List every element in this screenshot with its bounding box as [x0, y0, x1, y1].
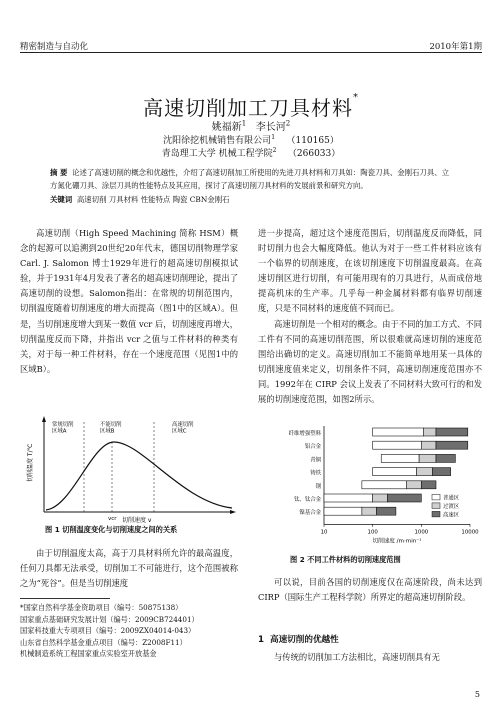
fig2-x-tick-label: 1000 [414, 529, 429, 536]
right-col-paragraph-3 [258, 575, 482, 605]
fig2-legend-label: 普通区 [443, 495, 460, 502]
fig2-x-tick-label: 10000 [461, 529, 479, 536]
fig1-region-c-label [172, 420, 195, 435]
fig2-legend-swatch [432, 503, 440, 509]
fig2-x-tick-label: 10 [320, 529, 328, 536]
author-1: 姚福新 [211, 122, 242, 133]
fig2-category-label: 钛、钛合金 [294, 497, 321, 503]
fig2-category-label: 钢 [315, 483, 321, 490]
section-1-title: 高速切削的优越性 [269, 635, 339, 645]
fig1-ylabel: 切削温度 T/℃ [27, 443, 34, 482]
fig2-category-label: 镍基合金 [299, 510, 321, 517]
fig2-bar-high [436, 454, 455, 462]
fig2-legend-swatch [432, 494, 440, 500]
abstract-label: 摘 要 [50, 168, 68, 177]
fig2-bar-high [377, 507, 396, 515]
footnote-4: 山东省自然科学基金重点项目（编号：Z2008F11） [20, 637, 187, 647]
left-col-p1-text: 高速切削（High Speed Machining 简称 HSM）概念的起源可以追溯到20世纪20年代末，德国切削物理学家 Carl. J. Salomon 博士1929年进行的超高速切削模拟试验，并于1931年4月发表了著名的超高速切削理论，提出了高速切削的设想。Salomon指出：在常规的切削范围内，切削温度随着切削速度的增大而提高（图1中的区域A）。但是，当切削速度增大到某一数值 vcr 后，切削速度再增大，切削温度反而下降，并指出 vcr 之值与工件材料的种类有关，对于每一种工件材料，存在一个速度范围（见图1中的区域B）。 [20, 228, 238, 374]
footnote-2: 国家重点基础研究发展计划（编号：2009CB724401） [20, 614, 199, 624]
fig1-region-a-l1: 常规切削 [52, 422, 74, 428]
fig2-bar-transition [362, 507, 377, 515]
section-1-number: 1 [258, 635, 264, 645]
fig2-bar-high [436, 441, 468, 449]
fig1-y-arrow [42, 416, 46, 422]
fig1-temperature-curve [46, 442, 232, 510]
figure-1-caption: 图 1 切削温度变化与切削速度之间的关系 [45, 525, 178, 534]
fig2-bar-high [387, 494, 421, 502]
keywords-label: 关键词 [50, 195, 73, 204]
fig2-bar-normal [324, 507, 362, 515]
fig2-category-label: 铸铁 [310, 470, 321, 477]
right-col-p3-text: 可以说，目前各国的切削速度仅在高速阶段，尚未达到 CIRP（国际生产工程科学院）所界定的超高速切削阶段。 [258, 577, 482, 603]
header-rule [20, 52, 482, 53]
fig2-bar-high [433, 468, 451, 476]
fig2-bar-transition [407, 481, 422, 489]
fig1-region-a-l2: 区域A [52, 428, 67, 435]
figure-1 [22, 412, 238, 524]
left-col-paragraph-2 [20, 546, 238, 591]
abstract [50, 166, 452, 206]
fig2-xlabel: 切削速度 /m·min⁻¹ [372, 538, 422, 545]
fig2-category-label: 青铜 [310, 457, 321, 464]
fig2-bar-transition [421, 441, 436, 449]
fig2-bar-normal [373, 441, 422, 449]
affiliation-1-code: （110165） [286, 136, 339, 146]
running-header-right: 2010年第1期 [429, 42, 482, 52]
fig2-category-label: 铝合金 [304, 444, 321, 451]
affiliation-1-name: 沈阳徐挖机械销售有限公司 [163, 136, 272, 146]
footnote-5: 机械制造系统工程国家重点实验室开放基金 [20, 649, 157, 659]
fig1-region-c-l1: 高速切削 [172, 422, 194, 428]
footnote-1: *国家自然科学基金资助项目（编号：50875138） [20, 603, 183, 612]
fig2-bar-high [436, 428, 468, 436]
left-col-paragraph-1 [20, 226, 238, 377]
page-number: 5 [474, 690, 480, 699]
author-line [0, 118, 502, 133]
paper-title-text: 高速切削加工刀具材料 [143, 96, 353, 120]
right-col-paragraph-1 [258, 226, 482, 407]
fig2-category-label: 纤维增强塑料 [288, 431, 321, 437]
left-col-p2-text: 由于切削温度太高，高于刀具材料所允许的最高温度，任何刀具都无法承受，切削加工不可能进行，这个范围被称之为“死谷”。但是当切削速度 [20, 548, 238, 589]
footnote-rule [20, 598, 110, 599]
figure-2-caption: 图 2 不同工件材料的切削速度范围 [290, 555, 401, 564]
fig2-legend-swatch [432, 511, 440, 517]
right-col-paragraph-4 [258, 650, 482, 665]
footnote-3: 国家科技重大专项项目（编号：2009ZX04014-043） [20, 626, 196, 636]
right-col-p2-text: 高速切削是一个相对的概念。由于不同的加工方式、不同工件有不同的高速切削范围，所以很难就高速切削的速度范围给出确切的定义。高速切削加工不能简单地用某一具体的切削速度值来定义，切削条件不同，高速切削速度范围亦不同。1992年在 CIRP 会议上发表了不同材料大致可行的和发展的切削速度范围，如图2所示。 [258, 318, 482, 405]
affiliation-2-name: 青岛理工大学 机械工程学院 [161, 149, 273, 159]
fig2-bar-transition [373, 494, 388, 502]
author-1-sup: 1 [241, 119, 247, 128]
affiliation-1 [0, 133, 502, 146]
fig1-vcr-label: vcr [108, 516, 117, 522]
section-1-heading [258, 633, 339, 645]
right-col-p4-text: 与传统的切削加工方法相比，高速切削具有无 [274, 652, 440, 662]
keywords-text: 高速切削 刀具材料 性能特点 陶瓷 CBN金刚石 [76, 195, 230, 204]
title-footnote-mark: * [353, 92, 359, 103]
fig1-region-b-l2: 区域B [100, 428, 115, 435]
fig1-xlabel: 切削速度 v [122, 517, 152, 524]
footnotes [20, 602, 236, 660]
affiliation-2-sup: 2 [272, 147, 277, 154]
affiliation-1-sup: 1 [271, 134, 276, 141]
fig2-legend-label: 高速区 [443, 512, 460, 519]
fig1-region-c-l2: 区域C [172, 428, 187, 435]
paper-title [0, 92, 502, 121]
fig1-region-b-l1: 不能切削 [100, 422, 122, 428]
fig2-bar-transition [419, 454, 436, 462]
author-2: 李长河 [255, 122, 286, 133]
fig1-region-b-label [100, 420, 123, 435]
fig2-bar-transition [423, 428, 436, 436]
fig2-x-tick-label: 100 [367, 529, 378, 536]
right-col-p1-text: 进一步提高，超过这个速度范围后，切削温度反而降低，同时切削力也会大幅度降低。他认为对于一些工件材料应该有一个临界的切削速度，在该切削速度下切削温度最高。在高速切削区进行切削，有可能用现有的刀具进行，从而成倍地提高机床的生产率。几乎每一种金属材料都有临界切削速度，只是不同材料的速度值不同而已。 [258, 228, 482, 314]
fig2-bar-normal [373, 428, 424, 436]
fig2-bar-normal [362, 481, 407, 489]
fig1-x-arrow [230, 510, 236, 514]
author-2-sup: 2 [285, 119, 291, 128]
fig2-bar-high [421, 481, 436, 489]
fig2-bar-normal [324, 494, 373, 502]
running-header-left: 精密制造与自动化 [20, 42, 89, 52]
affiliation-2-code: （266033） [287, 149, 341, 159]
fig2-bar-normal [373, 468, 417, 476]
fig1-region-a-label [52, 420, 75, 435]
fig2-legend-label: 过渡区 [443, 503, 460, 510]
fig2-bar-transition [417, 468, 433, 476]
abstract-text: 论述了高速切削的概念和优越性，介绍了高速切削加工所使用的先进刀具材料和刀具如：陶瓷刀具、金刚石刀具、立方氮化硼刀具、涂层刀具的性能特点及其应用，探讨了高速切削刀具材料的发展前景和研究方向。 [50, 168, 449, 190]
affiliation-2 [0, 146, 502, 159]
figure-2-chart [262, 422, 482, 558]
fig2-bar-normal [381, 454, 419, 462]
